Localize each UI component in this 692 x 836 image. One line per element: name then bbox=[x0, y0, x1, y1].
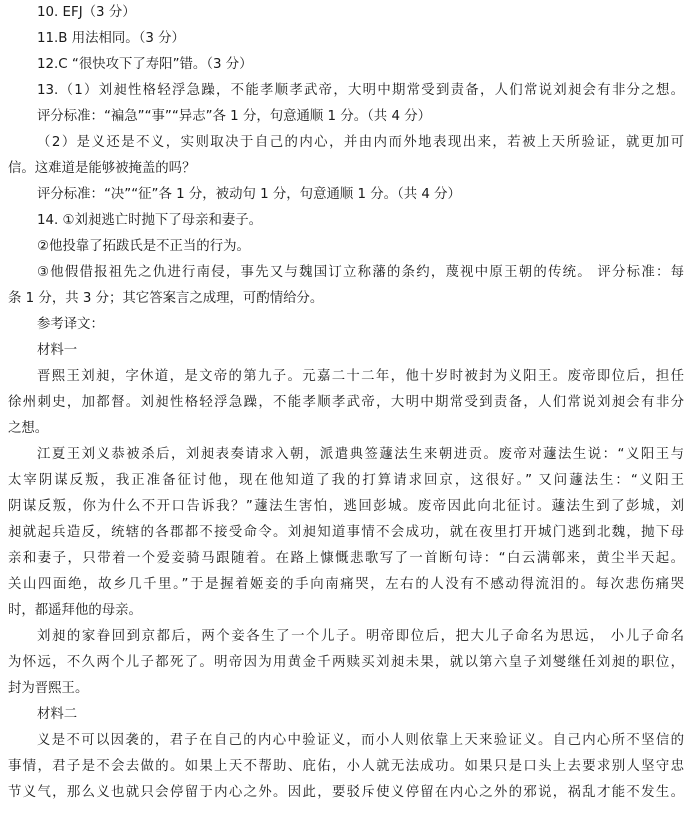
answer-line-14-2: ②他投靠了拓跋氏是不正当的行为。 bbox=[37, 239, 250, 254]
scoring-note: 评分标准：“决”“征”各 1 分，被动句 1 分，句意通顺 1 分。（共 4 分） bbox=[37, 187, 461, 202]
paragraph-line: 之想。 bbox=[8, 421, 49, 436]
paragraph-line: 义是不可以因袭的，君子在自己的内心中验证义，而小人则依靠上天来验证义。自己内心所不坚信的 bbox=[37, 733, 684, 748]
paragraph-line: 封为晋熙王。 bbox=[8, 681, 89, 696]
scoring-note-cont: 条 1 分，共 3 分；其它答案言之成理，可酌情给分。 bbox=[8, 291, 324, 306]
material-one-heading: 材料一 bbox=[37, 343, 78, 358]
paragraph-line: 时，都遥拜他的母亲。 bbox=[8, 603, 142, 618]
answer-line-13-2: （2）是义还是不义，实则取决于自己的内心，并由内而外地表现出来，若被上天所验证，就更加可 bbox=[37, 135, 684, 150]
paragraph-line: 太宰阴谋反叛，我正准备征讨他，现在他知道了我的打算请求回京，这很好。” 又问蘧法生：“义阳王 bbox=[8, 473, 684, 488]
answer-line-13-1: 13.（1）刘昶性格轻浮急躁，不能孝顺孝武帝，大明中期常受到责备，人们常说刘昶会有非分之想。 bbox=[37, 83, 684, 98]
paragraph-line: 事情，君子是不会去做的。如果上天不帮助、庇佑，小人就无法成功。如果只是口头上去要求别人坚守忠 bbox=[8, 759, 684, 774]
paragraph-line: 徐州刺史，加都督。刘昶性格轻浮急躁，不能孝顺孝武帝，大明中期常受到责备，人们常说刘昶会有非分 bbox=[8, 395, 684, 410]
paragraph-line: 阴谋反叛，你为什么不开口告诉我？”蘧法生害怕，逃回彭城。废帝因此向北征讨。蘧法生到了彭城，刘 bbox=[8, 499, 684, 514]
paragraph-line: 关山四面绝，故乡几千里。”于是握着姬妾的手向南痛哭，左右的人没有不感动得流泪的。每次悲伤痛哭 bbox=[8, 577, 684, 592]
answer-line-14-1: 14. ①刘昶逃亡时抛下了母亲和妻子。 bbox=[37, 213, 263, 228]
paragraph-line: 节义气，那么义也就只会停留于内心之外。因此，要驳斥使义停留在内心之外的邪说，祸乱才能不发生。 bbox=[8, 785, 684, 800]
scoring-note: 评分标准：“褊急”“事”“异志”各 1 分，句意通顺 1 分。（共 4 分） bbox=[37, 109, 432, 124]
paragraph-line: 昶就起兵造反，统辖的各郡都不接受命令。刘昶知道事情不会成功，就在夜里打开城门逃到北魏，抛下母 bbox=[8, 525, 684, 540]
answer-line-13-2-cont: 信。这难道是能够被掩盖的吗？ bbox=[8, 161, 196, 176]
answer-line-10: 10. EFJ（3 分） bbox=[37, 5, 136, 20]
paragraph-line: 为怀远，不久两个儿子都死了。明帝因为用黄金千两赎买刘昶未果，就以第六皇子刘燮继任刘昶的职位， bbox=[8, 655, 684, 670]
answer-line-14-3: ③他假借报祖先之仇进行南侵，事先又与魏国订立称藩的条约，蔑视中原王朝的传统。 评分标准：每 bbox=[37, 265, 684, 280]
paragraph-line: 亲和妻子，只带着一个爱妾骑马跟随着。在路上慷慨悲歌写了一首断句诗：“白云满鄣来，黄尘半天起。 bbox=[8, 551, 684, 566]
answer-line-12: 12.C “很快攻下了寿阳”错。（3 分） bbox=[37, 57, 253, 72]
paragraph-line: 江夏王刘义恭被杀后，刘昶表奏请求入朝，派遣典签蘧法生来朝进贡。废帝对蘧法生说：“义阳王与 bbox=[37, 447, 684, 462]
translation-heading: 参考译文： bbox=[37, 317, 104, 332]
paragraph-line: 刘昶的家眷回到京都后，两个妾各生了一个儿子。明帝即位后，把大儿子命名为思远， 小儿子命名 bbox=[37, 629, 684, 644]
paragraph-line: 晋熙王刘昶，字休道，是文帝的第九子。元嘉二十二年，他十岁时被封为义阳王。废帝即位后，担任 bbox=[37, 369, 684, 384]
answer-line-11: 11.B 用法相同。（3 分） bbox=[37, 31, 185, 46]
material-two-heading: 材料二 bbox=[37, 707, 78, 722]
